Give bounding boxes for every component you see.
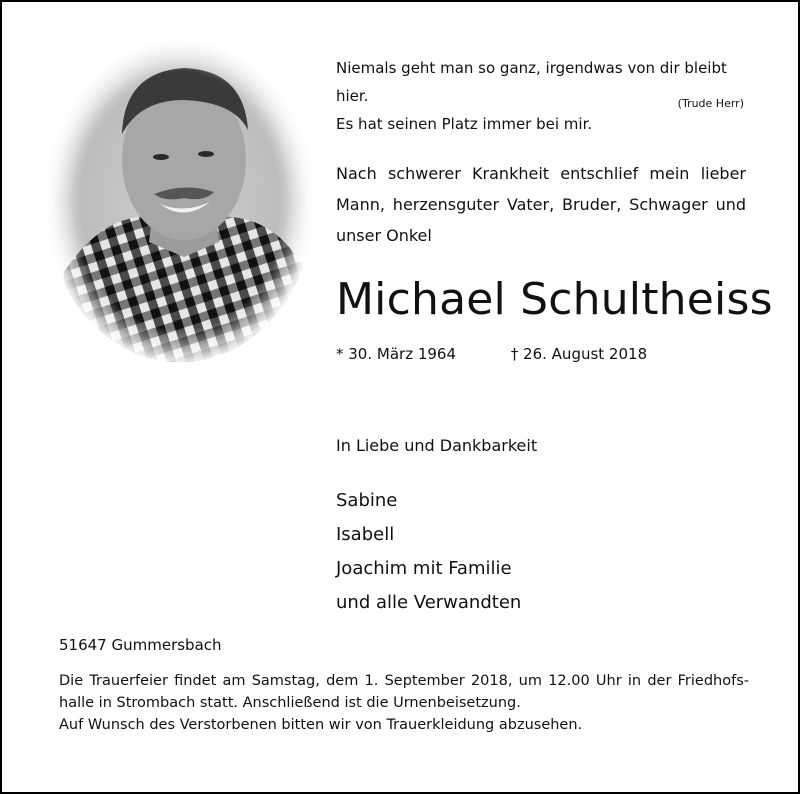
quote-line: Es hat seinen Platz immer bei mir. xyxy=(336,115,593,133)
birth-date: * 30. März 1964 xyxy=(336,345,457,363)
family-member: und alle Verwandten xyxy=(336,592,522,613)
quote-author: (Trude Herr) xyxy=(677,97,744,110)
deceased-name: Michael Schultheiss xyxy=(336,274,773,325)
funeral-notice xyxy=(59,670,749,736)
family-member: Joachim mit Familie xyxy=(336,558,512,579)
portrait-photo xyxy=(44,42,316,372)
family-member: Sabine xyxy=(336,490,398,511)
notice-line: Auf Wunsch des Verstorbenen bitten wir von Trauerkleidung abzusehen. xyxy=(59,717,583,733)
notice-line: halle in Strombach statt. Anschließend ist die Urnenbeisetzung. xyxy=(59,695,521,711)
notice-line: Die Trauerfeier findet am Samstag, dem 1. September 2018, um 12.00 Uhr in der Friedhofs- xyxy=(59,673,749,689)
quote-line: Niemals geht man so ganz, irgendwas von dir bleibt hier. xyxy=(336,59,727,105)
city: 51647 Gummersbach xyxy=(59,636,222,654)
intro-text: Nach schwerer Krankheit entschlief mein lieber Mann, herzensguter Vater, Bruder, Schwager und unser Onkel xyxy=(336,164,746,245)
quote xyxy=(336,54,748,138)
life-dates xyxy=(336,345,647,363)
closing-line: In Liebe und Dankbarkeit xyxy=(336,436,538,455)
death-date: † 26. August 2018 xyxy=(510,345,648,363)
family-list xyxy=(336,484,521,620)
family-member: Isabell xyxy=(336,524,395,545)
